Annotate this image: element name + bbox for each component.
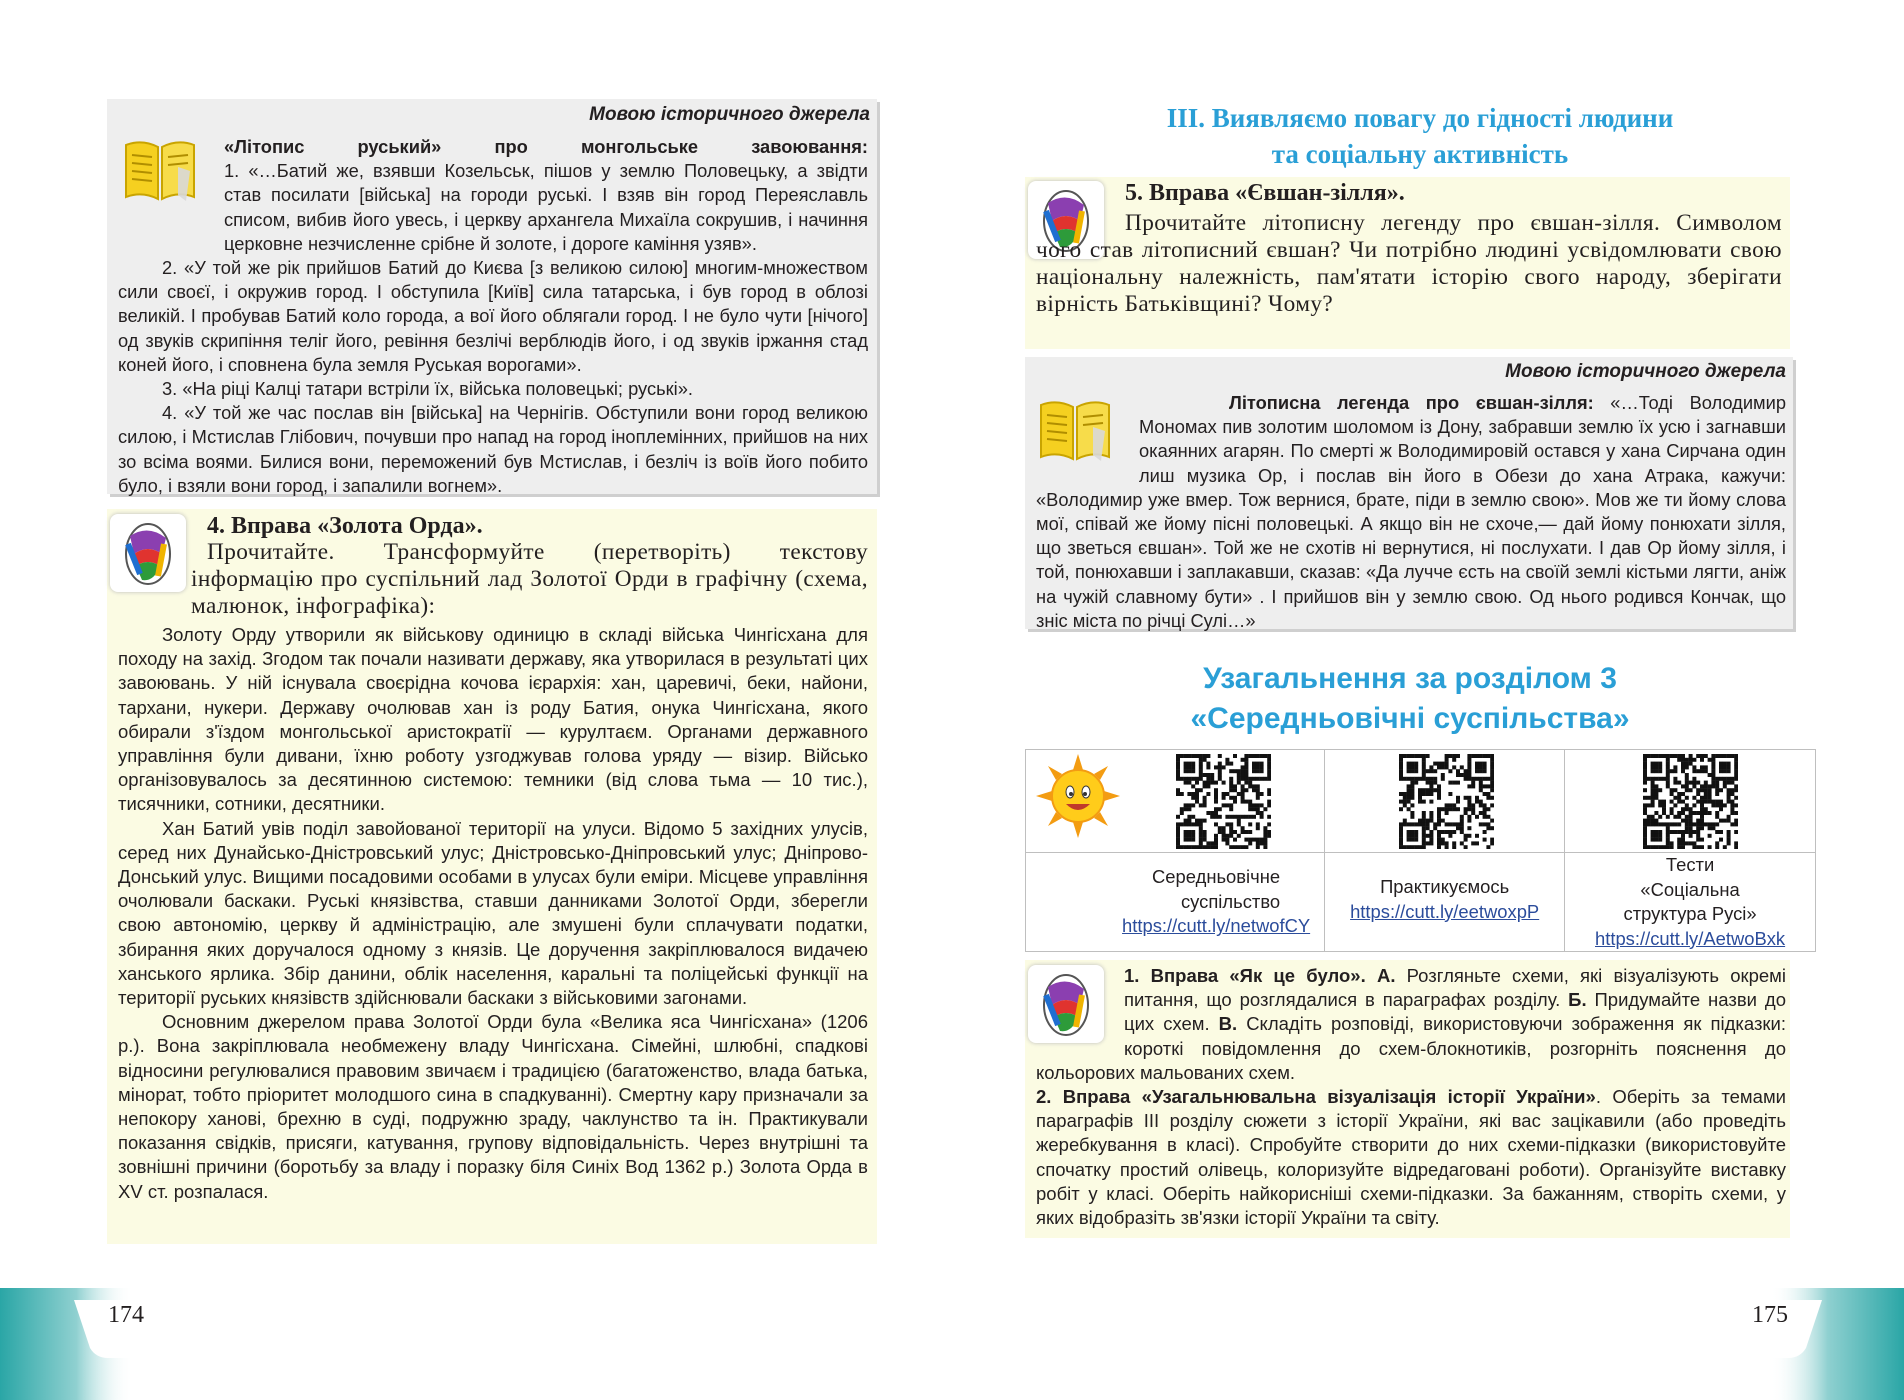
- exercise-4-paragraph-1: Золоту Орду утворили як військову одиницю в складі війська Чингісхана для походу на захід. Згодом так почали називати державу, яка утворилася в результаті цих завоювань. У ній існувала своєрідна кочова ієрархія: хан, царевичі, беки, найони, тархани, нукери. Державу очолював хан із роду Батия, онука Чингісхана, якого обирали з'їздом монгольської аристократії — курултаєм. Органами державного управління були дивани, їхню роботу узгоджував голова уряду — візир. Військо організовувалось за десятинною системою: темники (від слова тьма — 10 тис.), тисячники, сотники, десятники.: [118, 624, 868, 815]
- exercise-4-paragraph-3: Основним джерелом права Золотої Орди була «Велика яса Чингісхана» (1206 р.). Вона закріплювала необмежену владу Чингісхана. Сімейні, шлюбні, спадкові відносини регулювалися правовим звичаєм і традицією (багатоженство, влада батька, мінорат, тобто пріоритет молодшого сина в спадкуванні). Смертну кару призначали за непокору ханові, брехню в суді, подружню зраду, чаклунство та ін. Практикували показання свідків, присяги, катування, групову відповідальність. Через внутрішні та зовнішні причини (боротьбу за владу і поразку біля Синіх Вод 1362 р.) Золота Орда в XV ст. розпалася.: [118, 1011, 868, 1202]
- page-number-right: 175: [1752, 1302, 1788, 1328]
- legend-heading: Літописна легенда про євшан-зілля:: [1229, 392, 1594, 413]
- resource-2: [1325, 853, 1565, 952]
- section-title: [1040, 100, 1800, 172]
- resource-1-label-line-1: Середньовічне: [1152, 866, 1281, 888]
- footer-band: [0, 1288, 1904, 1400]
- task-1-title: 1. Вправа «Як це було».: [1124, 965, 1366, 986]
- resource-2-label-line-1: Практикуємось: [1380, 876, 1510, 897]
- exercise-icon: [110, 514, 186, 592]
- task-1-v-label: В.: [1218, 1013, 1238, 1035]
- source-quote-1: 1. «…Батий же, взявши Козельськ, пішов у землю Половецьку, а звідти став посилати [війська] на городи руські. І взяв він город Переяславль списом, вибив його увесь, і церкву архангела Михаїла сокрушив, і начиння церковне незчисленне срібне й золоте, і дороге каміння узяв».: [224, 160, 868, 254]
- exercise-4-task: Прочитайте. Трансформуйте (перетворіть) текстову інформацію про суспільний лад Золотої Орди в графічну (схема, малюнок, інфографіка):: [191, 539, 868, 619]
- legend-text: [1036, 391, 1786, 633]
- task-1-v-text: Складіть розповіді, використовуючи зображення як підказки: короткі повідомлення до схем-блокнотиків, розгорніть пояснення до кольорових мальованих схем.: [1036, 1013, 1786, 1083]
- section-title-line-1: ІІІ. Виявляємо повагу до гідності людини: [1166, 103, 1674, 133]
- resources-table: [1025, 749, 1816, 952]
- summary-title-line-1: Узагальнення за розділом 3: [1203, 662, 1617, 695]
- task-2-title: 2. Вправа «Узагальнювальна візуалізація історії України»: [1036, 1086, 1596, 1108]
- summary-title: [1030, 659, 1790, 739]
- task-1: [1036, 964, 1786, 1085]
- resource-2-link[interactable]: https://cutt.ly/eetwoxpP: [1350, 900, 1540, 922]
- resource-3: [1565, 853, 1816, 952]
- resource-3-label-line-1: Тести: [1665, 854, 1715, 875]
- source-box-title: Мовою історичного джерела: [1505, 361, 1786, 382]
- resource-cell-2-qr: [1325, 750, 1565, 853]
- task-1-a-label: А.: [1376, 965, 1396, 986]
- sun-icon: [1036, 754, 1120, 838]
- resource-3-label-line-3: структура Русі»: [1623, 903, 1757, 924]
- qr-code-icon[interactable]: [1399, 754, 1494, 849]
- task-1-b-text: Придумайте назви до цих схем.: [1124, 989, 1786, 1035]
- resource-1-link[interactable]: https://cutt.ly/netwofCY: [1122, 915, 1311, 937]
- source-quote-2: 2. «У той же рік прийшов Батий до Києва [з великою силою] многим-множеством сили своєї, і окружив город. І обступила [Київ] сила татарська, і був город в облозі великій. І пробував Батий коло города, а вої його облягали город. І не було чути [нічого] од звуків скрипіння теліг його, ревіння безлічі верблюдів його, і од звуків іржання стад коней його, і сповнена була земля Руськая ворогами».: [118, 257, 868, 375]
- exercise-5-task: [1036, 210, 1782, 318]
- task-2-text: . Оберіть за темами параграфів ІІІ розділу сюжети з історії України, які вас зацікавили (або проведіть жеребкування в класі). Спробуйте створити до них схеми-підказки (використовуйте спочатку простий олівець, колоризуйте відредаговані роботи). Організуйте виставку робіт у класі. Оберіть найкорисніші схеми-підказки. За бажанням, створіть схеми, у яких відобразіть зв'язки історії України та світу.: [1036, 1086, 1786, 1229]
- resource-1-label-line-2: суспільство: [1180, 890, 1281, 912]
- resource-cell-1-qr: [1026, 750, 1325, 853]
- source-box-text: [118, 135, 868, 498]
- source-quote-4: 4. «У той же час послав він [війська] на Чернігів. Обступили вони город великою силою, і Мстислав Глібович, почувши про напад на город іноплемінних, прийшов на них зо всіма воями. Билися вони, переможений був Мстислав, і безліч із воїв його побито було, і взяли вони город, і запалили вогнем».: [118, 402, 868, 496]
- exercise-4-text: [118, 623, 868, 1204]
- section-title-line-2: та соціальну активність: [1271, 139, 1569, 169]
- exercise-4-heading: 4. Вправа «Золота Орда».: [207, 513, 483, 539]
- task-2: [1036, 1085, 1786, 1230]
- task-1-a-text: Розгляньте схеми, які візуалізують окремі питання, що розглядалися в параграфах розділу.: [1124, 965, 1786, 1011]
- resource-3-label-line-2: «Соціальна: [1640, 878, 1740, 900]
- source-quote-3: 3. «На ріці Калці татари встріли їх, війська половецькі; руські».: [162, 378, 693, 400]
- qr-code-icon[interactable]: [1643, 754, 1738, 849]
- resource-1: [1026, 853, 1325, 952]
- task-1-b-label: Б.: [1568, 989, 1587, 1011]
- legend-quote: «…Тоді Володимир Мономах пив золотим шоломом із Дону, забравши землю їх усю і загнавши окаянних агарян. По смерті ж Володимировій остався у хана Сирчана один лиш музика Ор, і послав він його в Обези до хана Атрака, кажучи: «Володимир уже вмер. Тож вернися, брате, піди в землю свою». Мов же ти йому слова мої, співай же йому пісні половецькі. А якщо він не схоче,— дай йому понюхати зілля, що зветься євшан». Той же не схотів ні вернутися, ні послухати. І дав Ор йому зілля, і той, понюхавши і заплакавши, сказав: «Да лучче єсть на своїй землі кістьми лягти, аніж на чужій славному бути» . І прийшов він у землю свою. Од нього родився Кончак, що зніс міста по річці Сулі…»: [1036, 392, 1786, 631]
- exercise-5-task-text: Прочитайте літописну легенду про євшан-зілля. Символом чого став літописний євшан? Чи потрібно людині усвідомлювати свою національну належність, пам'ятати історію свого народу, зберігати вірність Батьківщині? Чому?: [1036, 210, 1782, 317]
- resource-cell-3-qr: [1565, 750, 1816, 853]
- qr-code-icon[interactable]: [1176, 754, 1271, 849]
- summary-title-line-2: «Середньовічні суспільства»: [1190, 702, 1630, 735]
- page-number-left: 174: [108, 1302, 144, 1328]
- summary-tasks-text: [1036, 964, 1786, 1230]
- exercise-5-heading: 5. Вправа «Євшан-зілля».: [1125, 180, 1405, 206]
- exercise-4-paragraph-2: Хан Батий увів поділ завойованої території на улуси. Відомо 5 західних улусів, серед них Дунайсько-Дністровський улус; Дністровсько-Дніпровський улус; Дніпрово-Донський улус. Вищими посадовими особами в улусах були еміри. Місцеве управління очолювали баскаки. Руські князівства, ставши данниками Золотої Орди, зберегли свою автономію, церкву й адміністрацію, але змушені були сплачувати податки, збирання яких доручалося одному з князів. Це доручення закріплювалося видачею ханського ярлика. Збір данини, облік населення, каральні та поліцейські функції на території руських князівств здійснювали баскаки з військовими загонами.: [118, 817, 868, 1009]
- resource-3-link[interactable]: https://cutt.ly/AetwoBxk: [1595, 927, 1786, 949]
- source-heading: «Літопис руський» про монгольське завоювання:: [224, 136, 868, 157]
- source-box-title: Мовою історичного джерела: [589, 104, 870, 125]
